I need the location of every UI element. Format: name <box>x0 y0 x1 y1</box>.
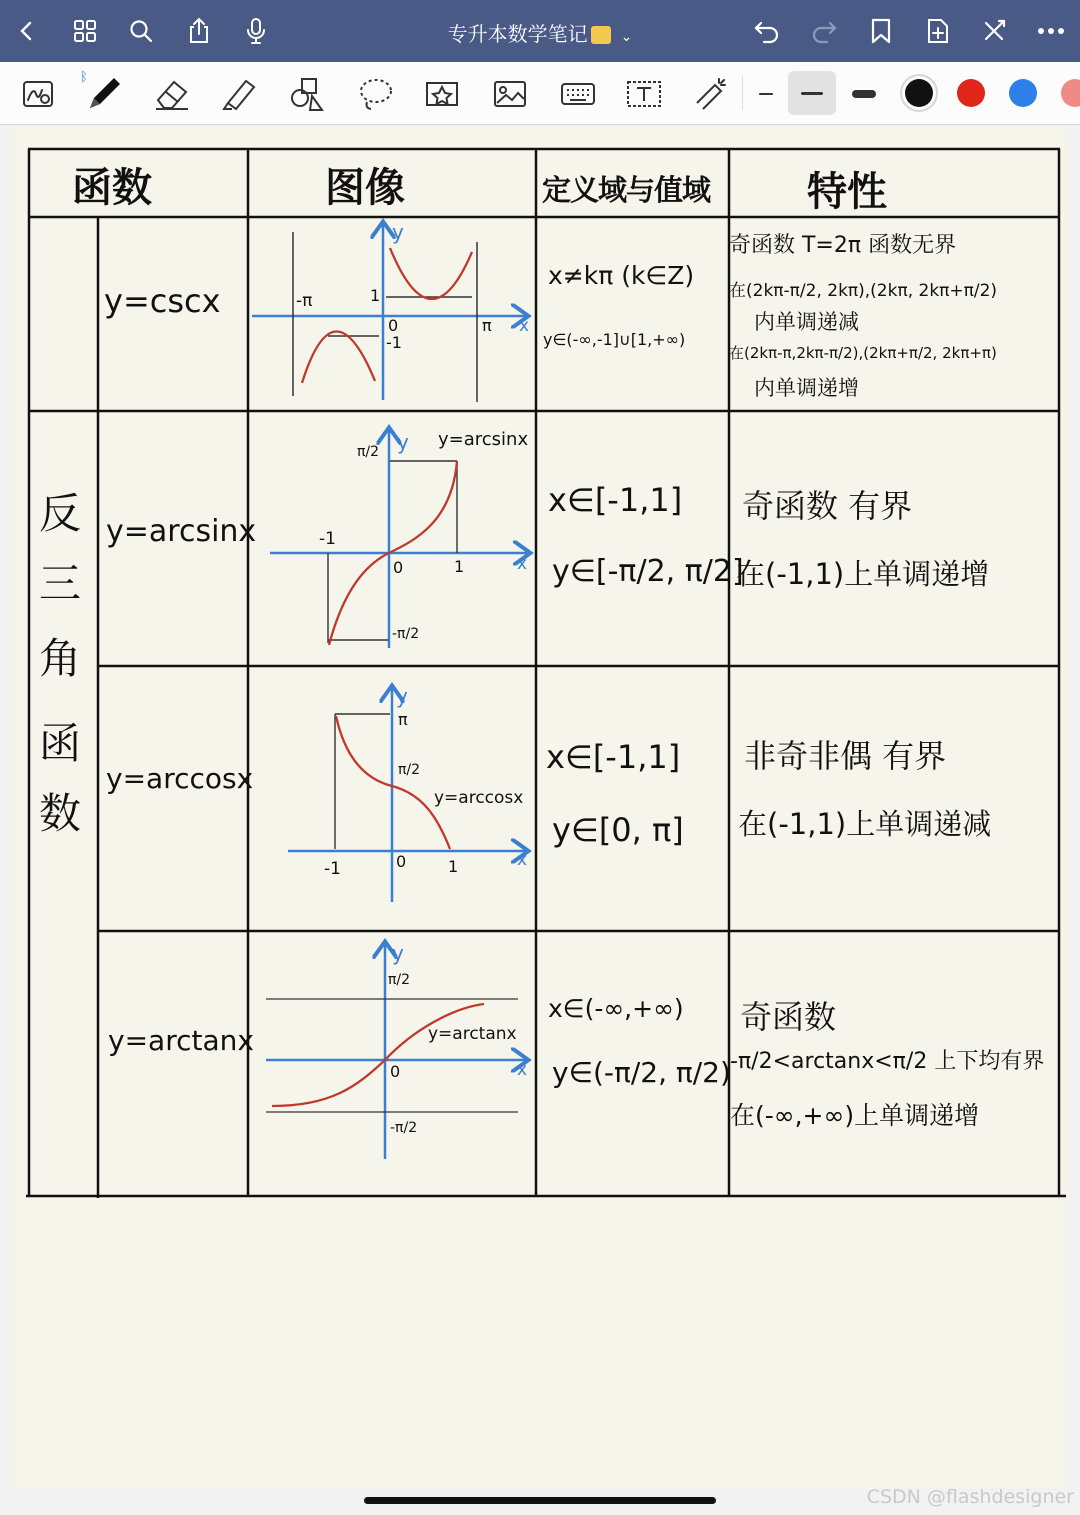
keyboard-icon[interactable] <box>558 74 598 114</box>
pen-icon[interactable] <box>80 70 124 114</box>
header-graph: 图像 <box>325 165 405 211</box>
undo-icon[interactable] <box>748 12 786 50</box>
function-name: y=cscx <box>104 282 221 320</box>
neg-pi-label: -π <box>296 291 313 311</box>
handwriting-convert-icon[interactable] <box>18 74 58 114</box>
property-line: 在(2kπ-π,2kπ-π/2),(2kπ+π/2, 2kπ+π) <box>729 344 997 362</box>
property-line: 奇函数 T=2π 函数无界 <box>729 233 957 258</box>
range-text: y∈[0, π] <box>552 811 684 849</box>
curve-label: y=arcsinx <box>438 429 529 450</box>
bookmark-icon[interactable] <box>862 12 900 50</box>
property-line: -π/2<arctanx<π/2 上下均有界 <box>730 1049 1045 1074</box>
function-name: y=arccosx <box>106 762 254 795</box>
sticker-icon[interactable] <box>422 74 462 114</box>
image-icon[interactable] <box>490 74 530 114</box>
property-line: 内单调递减 <box>754 310 859 334</box>
top-navigation-bar <box>0 0 1080 62</box>
neg-one-label: -1 <box>324 859 341 879</box>
curve-label: y=arccosx <box>434 788 524 808</box>
more-icon[interactable] <box>1032 12 1070 50</box>
property-line: 内单调递增 <box>754 376 859 400</box>
origin-label: 0 <box>396 852 407 871</box>
color-pink-swatch[interactable] <box>1061 79 1080 107</box>
top-label: π/2 <box>357 444 380 460</box>
range-text: y∈(-∞,-1]∪[1,+∞) <box>543 330 686 349</box>
color-blue-swatch[interactable] <box>1009 79 1037 107</box>
redo-icon[interactable] <box>805 12 843 50</box>
group-label-5: 数 <box>39 789 82 838</box>
one-label: 1 <box>370 286 381 305</box>
function-name: y=arcsinx <box>106 514 257 549</box>
eraser-icon[interactable] <box>152 74 192 114</box>
domain-text: x∈[-1,1] <box>548 481 683 519</box>
top-label: π/2 <box>388 972 411 988</box>
y-axis-label: y <box>397 430 409 454</box>
property-line: 非奇非偶 有界 <box>744 737 947 775</box>
origin-label: 0 <box>390 1062 401 1081</box>
notebook-title-text: 专升本数学笔记 <box>447 22 588 46</box>
text-box-icon[interactable] <box>624 74 664 114</box>
color-red-swatch[interactable] <box>957 79 985 107</box>
y-axis-label: y <box>396 684 408 708</box>
property-line: 在(-∞,+∞)上单调递增 <box>730 1101 980 1130</box>
bottom-label: -π/2 <box>392 626 420 642</box>
domain-text: x∈[-1,1] <box>546 738 681 776</box>
property-line: 在(-1,1)上单调递增 <box>736 557 990 591</box>
stroke-thick-icon[interactable] <box>844 74 884 114</box>
y-axis-label: y <box>392 220 404 244</box>
range-text: y∈(-π/2, π/2) <box>552 1056 731 1089</box>
x-axis-label: x <box>517 850 528 870</box>
color-black-swatch[interactable] <box>905 79 933 107</box>
domain-text: x≠kπ (k∈Z) <box>548 261 695 290</box>
pi-label: π <box>398 710 408 729</box>
lasso-icon[interactable] <box>356 74 396 114</box>
property-line: 奇函数 有界 <box>742 487 913 525</box>
property-line: 奇函数 <box>740 998 837 1036</box>
highlighter-icon[interactable] <box>220 74 260 114</box>
group-label-4: 函 <box>39 719 82 768</box>
group-label-1: 反 <box>39 489 82 538</box>
bottom-label: -π/2 <box>390 1120 418 1136</box>
notebook-emoji-icon <box>591 26 611 44</box>
note-page[interactable] <box>12 126 1068 1488</box>
origin-label: 0 <box>393 558 404 577</box>
header-function: 函数 <box>72 165 152 211</box>
watermark: CSDN @flashdesigner <box>866 1486 1074 1508</box>
group-label-2: 三 <box>39 559 82 608</box>
x-axis-label: x <box>517 1060 528 1080</box>
range-text: y∈[-π/2, π/2] <box>552 554 744 589</box>
chevron-down-icon: ⌄ <box>620 29 633 45</box>
stroke-medium-icon[interactable] <box>788 71 836 115</box>
y-axis-label: y <box>392 941 404 965</box>
one-label: 1 <box>448 857 459 876</box>
drawing-toolbar <box>0 62 1080 125</box>
property-line: 在(2kπ-π/2, 2kπ),(2kπ, 2kπ+π/2) <box>729 281 998 301</box>
neg-one-label: -1 <box>386 333 402 352</box>
domain-text: x∈(-∞,+∞) <box>548 994 684 1023</box>
toolbar-divider <box>742 76 743 110</box>
notebook-title[interactable] <box>0 18 1080 47</box>
close-x-icon[interactable] <box>975 12 1013 50</box>
group-label-3: 角 <box>39 634 82 683</box>
pi-label: π <box>482 316 492 335</box>
add-page-icon[interactable] <box>919 12 957 50</box>
bluetooth-icon: ᛒ <box>80 70 88 85</box>
origin-label: 0 <box>388 316 399 335</box>
curve-label: y=arctanx <box>428 1024 517 1044</box>
header-domain-range: 定义域与值域 <box>542 173 711 207</box>
one-label: 1 <box>454 557 465 576</box>
x-axis-label: x <box>519 316 530 336</box>
home-indicator[interactable] <box>364 1497 716 1504</box>
neg-one-label: -1 <box>319 529 336 549</box>
function-name: y=arctanx <box>108 1024 254 1057</box>
x-axis-label: x <box>517 554 528 574</box>
property-line: 在(-1,1)上单调递减 <box>738 807 992 841</box>
header-properties: 特性 <box>807 169 887 215</box>
stroke-thin-icon[interactable] <box>746 74 786 114</box>
shapes-icon[interactable] <box>288 74 328 114</box>
laser-pointer-icon[interactable] <box>690 74 730 114</box>
mid-label: π/2 <box>398 762 421 778</box>
